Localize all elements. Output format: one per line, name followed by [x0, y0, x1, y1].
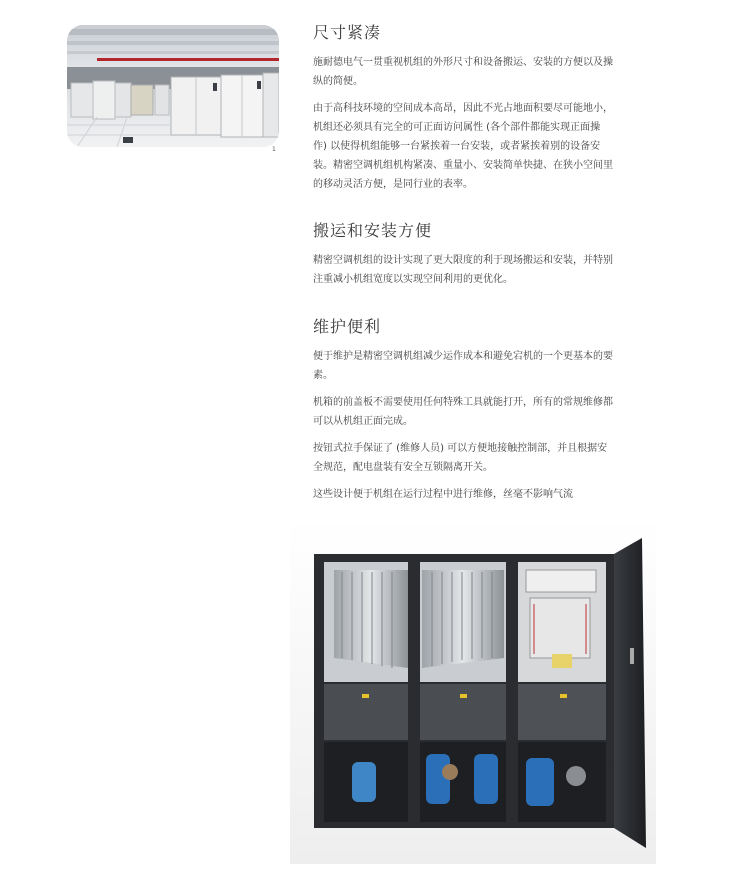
paragraph: 这些设计便于机组在运行过程中进行维修，丝毫不影响气流 [313, 489, 573, 500]
paragraph: 由于高科技环境的空间成本高昂，因此不光占地面积要尽可能地小，机组还必须具有完全的可正面访问属性 (各个部件都能实现正面操作) 以使得机组能够一台紧挨着一台安装，或者紧挨着别的设备安装。精密空调机组机构紧凑、重量小、安装简单快捷、在狭小空间里的移动灵活方便，是同行业的表率。 [313, 103, 613, 190]
paragraph: 按钮式拉手保证了 (维修人员) 可以方便地接触控制部，并且根据安全规范，配电盘装有安全互锁隔离开关。 [313, 443, 608, 473]
ac-unit-photo [290, 518, 656, 864]
paragraph: 精密空调机组的设计实现了更大限度的利于现场搬运和安装，并特别注重减小机组宽度以实现空间利用的更优化。 [313, 255, 613, 285]
section-maintenance [313, 314, 613, 512]
paragraph: 便于维护是精密空调机组减少运作成本和避免宕机的一个更基本的要素。 [313, 351, 613, 381]
text-column [313, 20, 613, 500]
section-heading: 维护便利 [313, 317, 382, 336]
section-handling-installation [313, 218, 613, 289]
section-heading: 尺寸紧凑 [313, 23, 382, 42]
figure-number: 1 [272, 146, 276, 153]
paragraph: 机箱的前盖板不需要使用任何特殊工具就能打开，所有的常规维修都可以从机组正面完成。 [313, 397, 613, 427]
datacenter-photo [67, 25, 279, 147]
paragraph: 施耐德电气一贯重视机组的外形尺寸和设备搬运、安装的方便以及操纵的简便。 [313, 57, 613, 87]
section-compact-size [313, 20, 613, 194]
section-heading: 搬运和安装方便 [313, 221, 433, 240]
